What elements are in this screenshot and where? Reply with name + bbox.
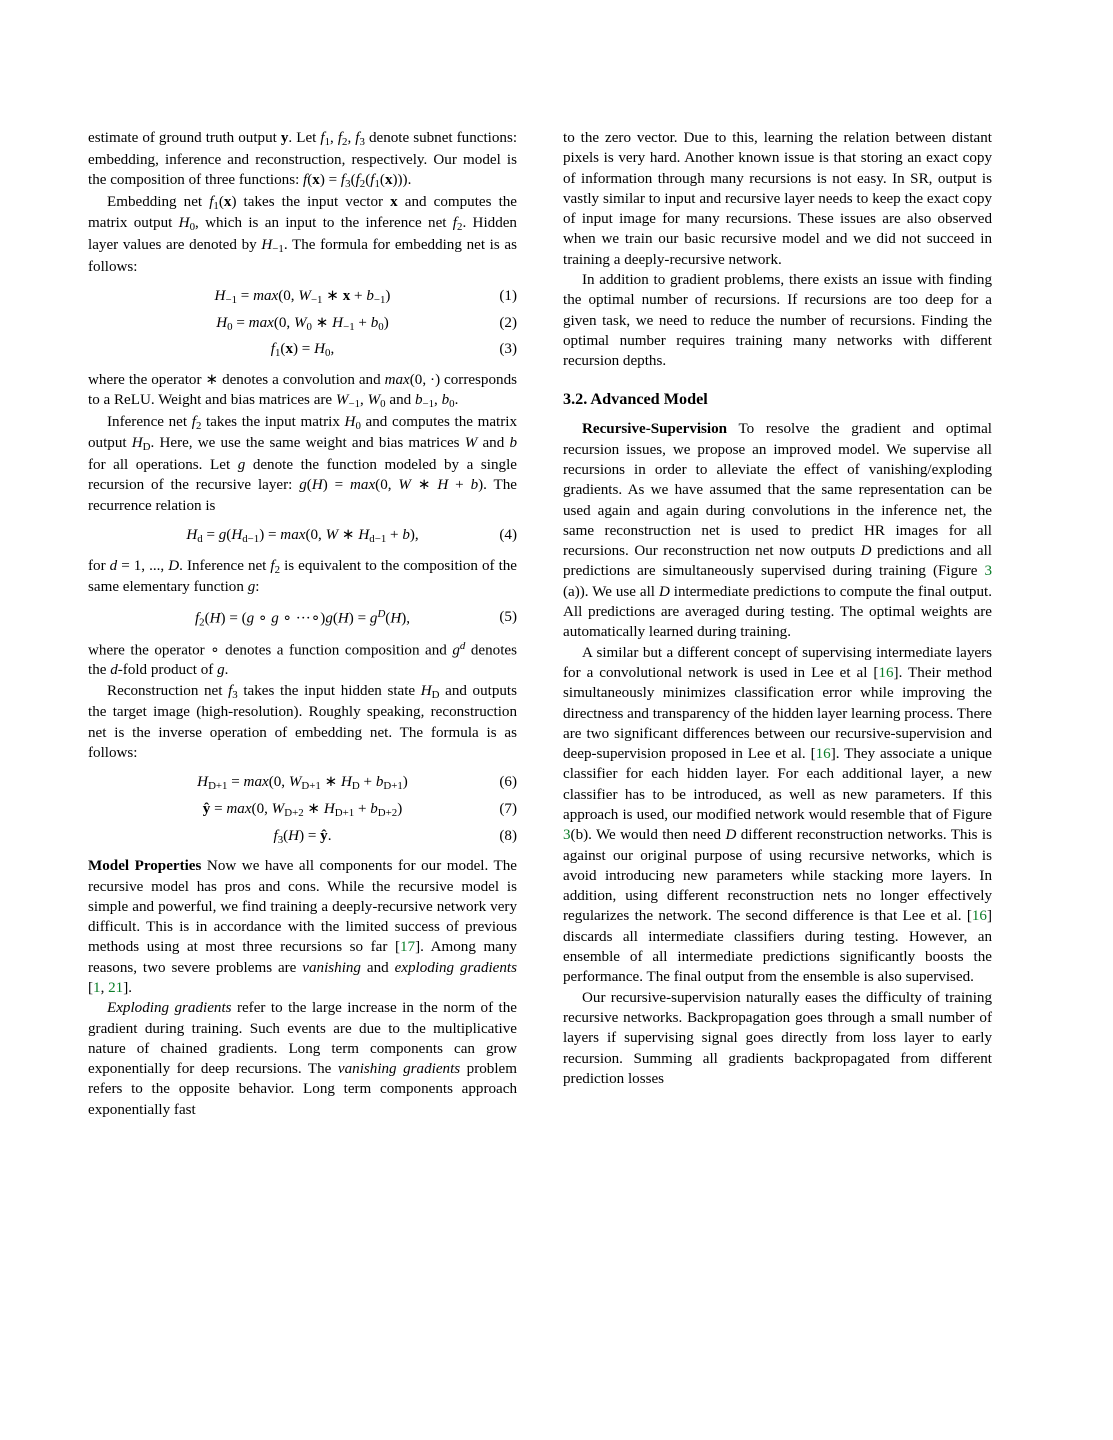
paragraph-zero-vector: to the zero vector. Due to this, learning the relation between distant pixels is very hard. Another known issue is that storing an exact copy of information through many recursions is not easy. In SR, output is vastly similar to input and recursive layer needs to keep the exact copy of input image for many recursions. These issues are also observed when we train our basic recursive model and we did not succeed in training a deeply-recursive network. [563, 130, 992, 268]
paragraph-optimal-recursions: In addition to gradient problems, there exists an issue with finding the optimal number of recursions. If recursions are too deep for a given task, we need to reduce the number of recursions. Finding the optimal number requires training many networks with different recursion depths. [563, 272, 992, 370]
paragraph-exploding-gradients: Exploding gradients refer to the large increase in the norm of the gradient during training. Such events are due to the multiplicative nature of chained gradients. Long term components can grow exponentially for deep recursions. The vanishing gradients problem refers to the opposite behavior. Long term components approach exponentially fast [88, 1000, 517, 1118]
two-column-layout [88, 128, 1025, 1360]
citation-17[interactable]: 17 [399, 939, 416, 956]
equation-5 [88, 607, 517, 630]
equation-7-number: (7) [499, 800, 517, 817]
equation-7-body: ŷ = max(0, $W_{D+2}$ ∗ $H_{D+1} + b_{D+2}$) [202, 800, 403, 819]
paragraph-estimate-ground-truth: estimate of ground truth output y. Let $f_1$, $f_2$, $f_3$ denote subnet functions: embedding, inference and reconstruction, respectively. Our model is the composition of three functions: $f(x) = f_3(f_2(f_1(x)))$. [88, 130, 518, 190]
paragraph-operator-convolution: where the operator ∗ denotes a convolution and max(0, ·) corresponds to a ReLU. Weight and bias matrices are $W_{-1}$, $W_0$ and $b_{-1}$, $b_0$. [88, 371, 517, 411]
equation-3-number: (3) [499, 341, 517, 358]
equation-2-number: (2) [499, 314, 517, 331]
figure-ref-3a[interactable]: 3 [984, 563, 992, 580]
section-heading-advanced-model: 3.2. Advanced Model [563, 389, 708, 408]
equation-6-number: (6) [499, 774, 517, 791]
equation-2-body: $H_0 = \max(0$, $W_0$ ∗ $H_{-1} + b_0$) [216, 314, 389, 333]
equation-2 [88, 313, 517, 335]
equation-group-recurrence [88, 525, 517, 547]
right-column [563, 128, 992, 1360]
equation-8-number: (8) [499, 827, 517, 844]
equation-8 [88, 826, 517, 848]
equation-group-composition [88, 607, 517, 630]
paragraph-model-properties: Model Properties Now we have all components for our model. The recursive model has pros and cons. While the recursive model is simple and powerful, we find training a deeply-recursive network very difficult. This is in accordance with the limited success of previous methods using at most three recursions so far [17]. Among many reasons, two severe problems are vanishing and exploding gradients [1, 21]. [88, 858, 517, 996]
equation-1-body: $H_{-1} = \max(0$, $W_{-1}$ ∗ $x + b_{-1}$) [214, 287, 391, 306]
citation-21[interactable]: 21 [108, 980, 124, 996]
run-in-head-model-properties: Model Properties [88, 858, 202, 875]
lead-italic-exploding-gradients: Exploding gradients [107, 1000, 232, 1017]
equation-4-number: (4) [499, 527, 517, 543]
equation-6 [88, 772, 517, 794]
equation-4 [88, 525, 517, 547]
figure-ref-3b[interactable]: 3 [563, 827, 571, 844]
paragraph-lee-deep-supervision: A similar but a different concept of supervising intermediate layers for a convolutional network is used in Lee et al [16]. Their method simultaneously minimizes classification error while improving the directness and transparency of the hidden layer learning process. There are two significant differences between our recursive-supervision and deep-supervision proposed in Lee et al. [16]. They associate a unique classifier for each hidden layer. For each additional layer, a new classifier has to be introduced, as well as new parameters. If this approach is used, our modified network would resemble that of Figure 3(b). We would then need D different reconstruction networks. This is against our original purpose of using recursive networks, which is avoid introducing new parameters while stacking more layers. In addition, using different reconstruction nets no longer effectively regularizes the network. The second difference is that Lee et al. [16] discards all intermediate classifiers during testing. However, an ensemble of all intermediate predictions significantly boosts the performance. The final output from the ensemble is also supervised. [563, 644, 992, 986]
equation-5-number: (5) [499, 608, 517, 625]
equation-1-number: (1) [499, 287, 517, 304]
equation-6-body: $H_{D+1} = \max(0$, $W_{D+1}$ ∗ $H_D + b_{D+1}$) [197, 774, 408, 793]
equation-3 [88, 339, 517, 361]
paragraph-backpropagation: Our recursive-supervision naturally eases the difficulty of training recursive networks. Backpropagation goes through a small number of layers if supervising signal goes directly from loss layer to early recursion. Summing all gradients backpropagated from different prediction losses [563, 989, 992, 1087]
equation-1 [88, 286, 517, 308]
citation-16-first[interactable]: 16 [878, 664, 894, 681]
paragraph-embedding-net: Embedding net $f_1(x)$ takes the input vector x and computes the matrix output $H_0$, which is an input to the inference net $f_2$. Hidden layer values are denoted by $H_{-1}$. The formula for embedding net is as follows: [88, 193, 518, 275]
citation-16-third[interactable]: 16 [971, 908, 987, 925]
left-column [88, 128, 517, 1360]
equation-8-body: $f_3(H)$ = ŷ. [273, 827, 332, 846]
equation-group-embedding [88, 286, 517, 361]
equation-3-body: $f_1(x) = H_0$, [270, 341, 335, 360]
paragraph-recursive-supervision: Recursive-Supervision To resolve the gradient and optimal recursion issues, we propose an improved model. We supervise all recursions in order to alleviate the effect of vanishing/exploding gradients. As we have assumed that the same representation can be used again and again during convolutions in the inference net, the same reconstruction net is used to predict HR images for all recursions. Our reconstruction net now outputs D predictions and all predictions are simultaneously supervised during training (Figure 3 (a)). We use all D intermediate predictions to compute the final output. All predictions are averaged during testing. The optimal weights are automatically learned during training. [563, 421, 992, 641]
paragraph-inference-net: Inference net $f_2$ takes the input matrix $H_0$ and computes the matrix output $H_D$. Here, we use the same weight and bias matrices W and b for all operations. Let g denote the function modeled by a single recursion of the recursive layer: g(H) = max(0, W ∗ H + b). The recurrence relation is [88, 413, 518, 514]
run-in-head-recursive-supervision: Recursive-Supervision [582, 421, 728, 438]
equation-7 [88, 799, 517, 821]
equation-group-reconstruction [88, 772, 517, 847]
paragraph-operator-composition: where the operator ∘ denotes a function composition and $g^d$ denotes the d-fold product of g. [88, 639, 517, 679]
citation-16-second[interactable]: 16 [815, 746, 831, 763]
citation-1[interactable]: 1 [93, 980, 101, 996]
equation-4-body: $H_d = g(H_{d-1}) = \max(0$, W ∗ $H_{d-1} + b$), [186, 527, 419, 546]
equation-5-body: $f_2(H) = (g$ ∘ g ∘ ···∘)g(H) = $g^D(H)$, [194, 607, 411, 629]
paragraph-reconstruction-net: Reconstruction net $f_3$ takes the input hidden state $H_D$ and outputs the target image (high-resolution). Roughly speaking, reconstruction net is the inverse operation of embedding net. The formula is as follows: [88, 682, 517, 761]
paragraph-for-d-equals: for d = 1, ..., D. Inference net $f_2$ is equivalent to the composition of the same elementary function g: [88, 557, 518, 596]
